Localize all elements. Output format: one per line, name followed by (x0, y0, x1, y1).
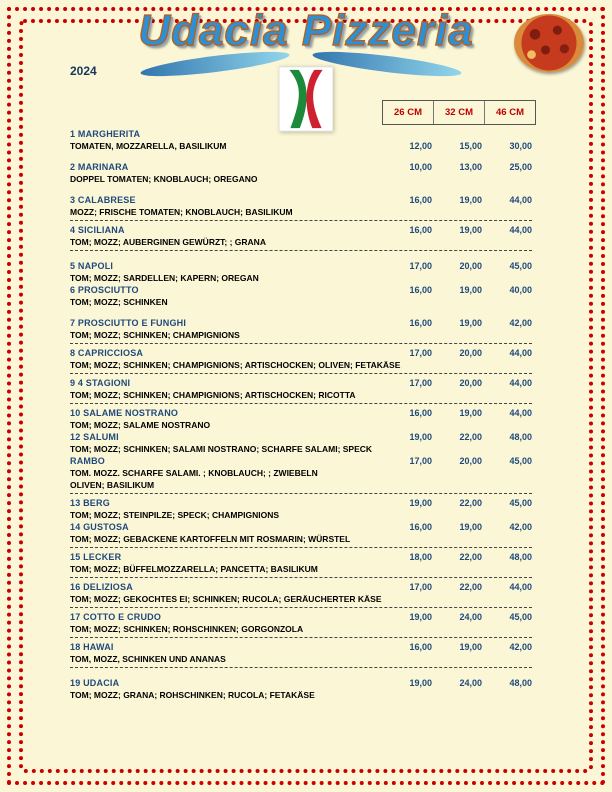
menu-item (70, 521, 532, 545)
item-name: 2 MARINARA (70, 162, 129, 172)
item-name-row (70, 455, 532, 467)
item-description: TOM; MOZZ; GEBACKENE KARTOFFELN MIT ROSMARIN; WÜRSTEL (70, 534, 351, 544)
item-desc-row (70, 467, 532, 479)
item-desc-row (70, 479, 532, 491)
item-name: 18 HAWAI (70, 642, 114, 652)
item-name-row (70, 497, 532, 509)
item-name-row (70, 260, 532, 272)
price-cell: 45,00 (509, 261, 532, 271)
price-cell: 42,00 (509, 642, 532, 652)
price-cell: 22,00 (459, 582, 482, 592)
page-title: Udacia Pizzeria (138, 6, 474, 55)
item-description: OLIVEN; BASILIKUM (70, 480, 155, 490)
item-description: TOM; MOZZ; SCHINKEN; CHAMPIGNIONS; ARTISCHOCKEN; OLIVEN; FETAKÄSE (70, 360, 401, 370)
item-desc-row (70, 359, 532, 371)
item-name-row (70, 128, 532, 140)
item-name-row (70, 194, 532, 206)
item-name: RAMBO (70, 456, 105, 466)
price-cell: 16,00 (409, 642, 432, 652)
menu-item (70, 641, 532, 665)
menu-item (70, 551, 532, 575)
item-description: TOM; MOZZ; SALAME NOSTRANO (70, 420, 211, 430)
price-cell: 20,00 (459, 261, 482, 271)
price-cell: 13,00 (459, 162, 482, 172)
item-desc-row (70, 563, 532, 575)
menu-item (70, 407, 532, 431)
price-cell: 48,00 (509, 678, 532, 688)
price-cell: 19,00 (459, 408, 482, 418)
item-desc-row (70, 329, 532, 341)
menu-item (70, 581, 532, 605)
price-cell: 19,00 (459, 225, 482, 235)
item-description: TOM; MOZZ; SCHINKEN; ROHSCHINKEN; GORGONZOLA (70, 624, 304, 634)
item-name: 3 CALABRESE (70, 195, 136, 205)
price-cell: 17,00 (409, 582, 432, 592)
price-cell: 19,00 (459, 522, 482, 532)
item-description: TOMATEN, MOZZARELLA, BASILIKUM (70, 141, 227, 151)
item-name: 13 BERG (70, 498, 110, 508)
menu-item (70, 431, 532, 455)
price-cell: 44,00 (509, 225, 532, 235)
item-name: 4 SICILIANA (70, 225, 125, 235)
item-desc-row (70, 443, 532, 455)
item-name: 16 DELIZIOSA (70, 582, 133, 592)
item-name-row (70, 641, 532, 653)
dashed-separator (70, 637, 532, 638)
menu-item (70, 377, 532, 401)
item-desc-row (70, 653, 532, 665)
item-name: 6 PROSCIUTTO (70, 285, 139, 295)
menu-item (70, 611, 532, 635)
dashed-separator (70, 403, 532, 404)
item-desc-row (70, 206, 532, 218)
dashed-separator (70, 343, 532, 344)
item-desc-row (70, 509, 532, 521)
price-cell: 16,00 (409, 225, 432, 235)
price-cell: 25,00 (509, 162, 532, 172)
price-cell: 24,00 (459, 678, 482, 688)
size-column-header-26cm: 26 CM (394, 107, 422, 118)
dashed-separator (70, 220, 532, 221)
item-desc-row (70, 389, 532, 401)
item-description: TOM. MOZZ. SCHARFE SALAMI. ; KNOBLAUCH; ; ZWIEBELN (70, 468, 318, 478)
price-cell: 48,00 (509, 552, 532, 562)
pizza-photo-image (514, 14, 584, 72)
item-name-row (70, 677, 532, 689)
price-cell: 48,00 (509, 432, 532, 442)
price-cell: 45,00 (509, 456, 532, 466)
item-description: TOM; MOZZ; SCHINKEN; CHAMPIGNIONS (70, 330, 240, 340)
price-cell: 44,00 (509, 582, 532, 592)
price-cell: 16,00 (409, 195, 432, 205)
menu-item (70, 128, 532, 152)
item-description: TOM; MOZZ; SCHINKEN; SALAMI NOSTRANO; SCHARFE SALAMI; SPECK (70, 444, 373, 454)
item-desc-row (70, 236, 532, 248)
price-cell: 15,00 (459, 141, 482, 151)
price-cell: 22,00 (459, 498, 482, 508)
price-cell: 20,00 (459, 348, 482, 358)
item-name-row (70, 407, 532, 419)
item-desc-row (70, 140, 532, 152)
dashed-separator (70, 577, 532, 578)
menu-item (70, 224, 532, 248)
size-header-table (382, 100, 536, 125)
price-cell: 17,00 (409, 261, 432, 271)
price-cell: 20,00 (459, 378, 482, 388)
pizzeria-logo-image (279, 66, 333, 132)
menu-item (70, 161, 532, 185)
price-cell: 42,00 (509, 522, 532, 532)
menu-list (70, 128, 532, 701)
item-name: 7 PROSCIUTTO E FUNGHI (70, 318, 187, 328)
price-cell: 10,00 (409, 162, 432, 172)
price-cell: 44,00 (509, 408, 532, 418)
price-cell: 22,00 (459, 552, 482, 562)
item-description: TOM; MOZZ; AUBERGINEN GEWÜRZT; ; GRANA (70, 237, 266, 247)
price-cell: 19,00 (409, 678, 432, 688)
price-cell: 24,00 (459, 612, 482, 622)
price-cell: 19,00 (459, 195, 482, 205)
price-cell: 44,00 (509, 348, 532, 358)
item-desc-row (70, 272, 532, 284)
item-name: 5 NAPOLI (70, 261, 114, 271)
size-column-header-32cm: 32 CM (433, 101, 484, 124)
item-desc-row (70, 689, 532, 701)
item-name-row (70, 161, 532, 173)
price-cell: 16,00 (409, 522, 432, 532)
item-name: 19 UDACIA (70, 678, 120, 688)
item-name: 9 4 STAGIONI (70, 378, 131, 388)
dashed-separator (70, 373, 532, 374)
item-name: 17 COTTO E CRUDO (70, 612, 162, 622)
price-cell: 18,00 (409, 552, 432, 562)
price-cell: 45,00 (509, 498, 532, 508)
item-desc-row (70, 419, 532, 431)
item-name-row (70, 581, 532, 593)
item-name: 15 LECKER (70, 552, 122, 562)
item-desc-row (70, 296, 532, 308)
item-name-row (70, 317, 532, 329)
menu-item (70, 194, 532, 218)
price-cell: 19,00 (459, 642, 482, 652)
item-name-row (70, 521, 532, 533)
item-desc-row (70, 173, 532, 185)
item-description: TOM; MOZZ; SCHINKEN (70, 297, 168, 307)
size-column-header-46cm: 46 CM (484, 101, 535, 124)
item-desc-row (70, 533, 532, 545)
item-description: TOM; MOZZ; SCHINKEN; CHAMPIGNIONS; ARTISCHOCKEN; RICOTTA (70, 390, 356, 400)
item-description: TOM; MOZZ; SARDELLEN; KAPERN; OREGAN (70, 273, 259, 283)
price-cell: 17,00 (409, 378, 432, 388)
item-name: 8 CAPRICCIOSA (70, 348, 144, 358)
price-cell: 19,00 (409, 498, 432, 508)
item-description: TOM; MOZZ; BÜFFELMOZZARELLA; PANCETTA; BASILIKUM (70, 564, 318, 574)
price-cell: 30,00 (509, 141, 532, 151)
price-cell: 17,00 (409, 348, 432, 358)
item-name: 10 SALAME NOSTRANO (70, 408, 179, 418)
menu-item (70, 497, 532, 521)
menu-item (70, 677, 532, 701)
item-desc-row (70, 593, 532, 605)
price-cell: 20,00 (459, 456, 482, 466)
item-name: 1 MARGHERITA (70, 129, 141, 139)
item-name: 12 SALUMI (70, 432, 119, 442)
price-cell: 42,00 (509, 318, 532, 328)
price-cell: 16,00 (409, 408, 432, 418)
item-name-row (70, 611, 532, 623)
menu-item (70, 317, 532, 341)
item-description: DOPPEL TOMATEN; KNOBLAUCH; OREGANO (70, 174, 258, 184)
price-cell: 40,00 (509, 285, 532, 295)
dashed-separator (70, 667, 532, 668)
dashed-separator (70, 250, 532, 251)
dashed-separator (70, 607, 532, 608)
dashed-separator (70, 493, 532, 494)
price-cell: 44,00 (509, 195, 532, 205)
menu-item (70, 455, 532, 491)
item-name-row (70, 431, 532, 443)
menu-item (70, 347, 532, 371)
item-name: 14 GUSTOSA (70, 522, 129, 532)
price-cell: 19,00 (459, 318, 482, 328)
item-description: TOM; MOZZ; STEINPILZE; SPECK; CHAMPIGNIONS (70, 510, 280, 520)
item-name-row (70, 551, 532, 563)
item-description: TOM; MOZZ; GEKOCHTES EI; SCHINKEN; RUCOLA; GERÄUCHERTER KÄSE (70, 594, 382, 604)
price-cell: 22,00 (459, 432, 482, 442)
price-cell: 17,00 (409, 456, 432, 466)
price-cell: 45,00 (509, 612, 532, 622)
price-cell: 19,00 (409, 612, 432, 622)
price-cell: 19,00 (459, 285, 482, 295)
price-cell: 16,00 (409, 285, 432, 295)
menu-item (70, 260, 532, 284)
item-description: TOM; MOZZ; GRANA; ROHSCHINKEN; RUCOLA; FETAKÄSE (70, 690, 315, 700)
item-name-row (70, 224, 532, 236)
price-cell: 12,00 (409, 141, 432, 151)
price-cell: 44,00 (509, 378, 532, 388)
dashed-separator (70, 547, 532, 548)
price-cell: 16,00 (409, 318, 432, 328)
item-desc-row (70, 623, 532, 635)
menu-item (70, 284, 532, 308)
year-label: 2024 (70, 64, 97, 78)
item-description: TOM, MOZZ, SCHINKEN UND ANANAS (70, 654, 226, 664)
item-name-row (70, 377, 532, 389)
item-name-row (70, 347, 532, 359)
item-name-row (70, 284, 532, 296)
price-cell: 19,00 (409, 432, 432, 442)
item-description: MOZZ; FRISCHE TOMATEN; KNOBLAUCH; BASILIKUM (70, 207, 293, 217)
